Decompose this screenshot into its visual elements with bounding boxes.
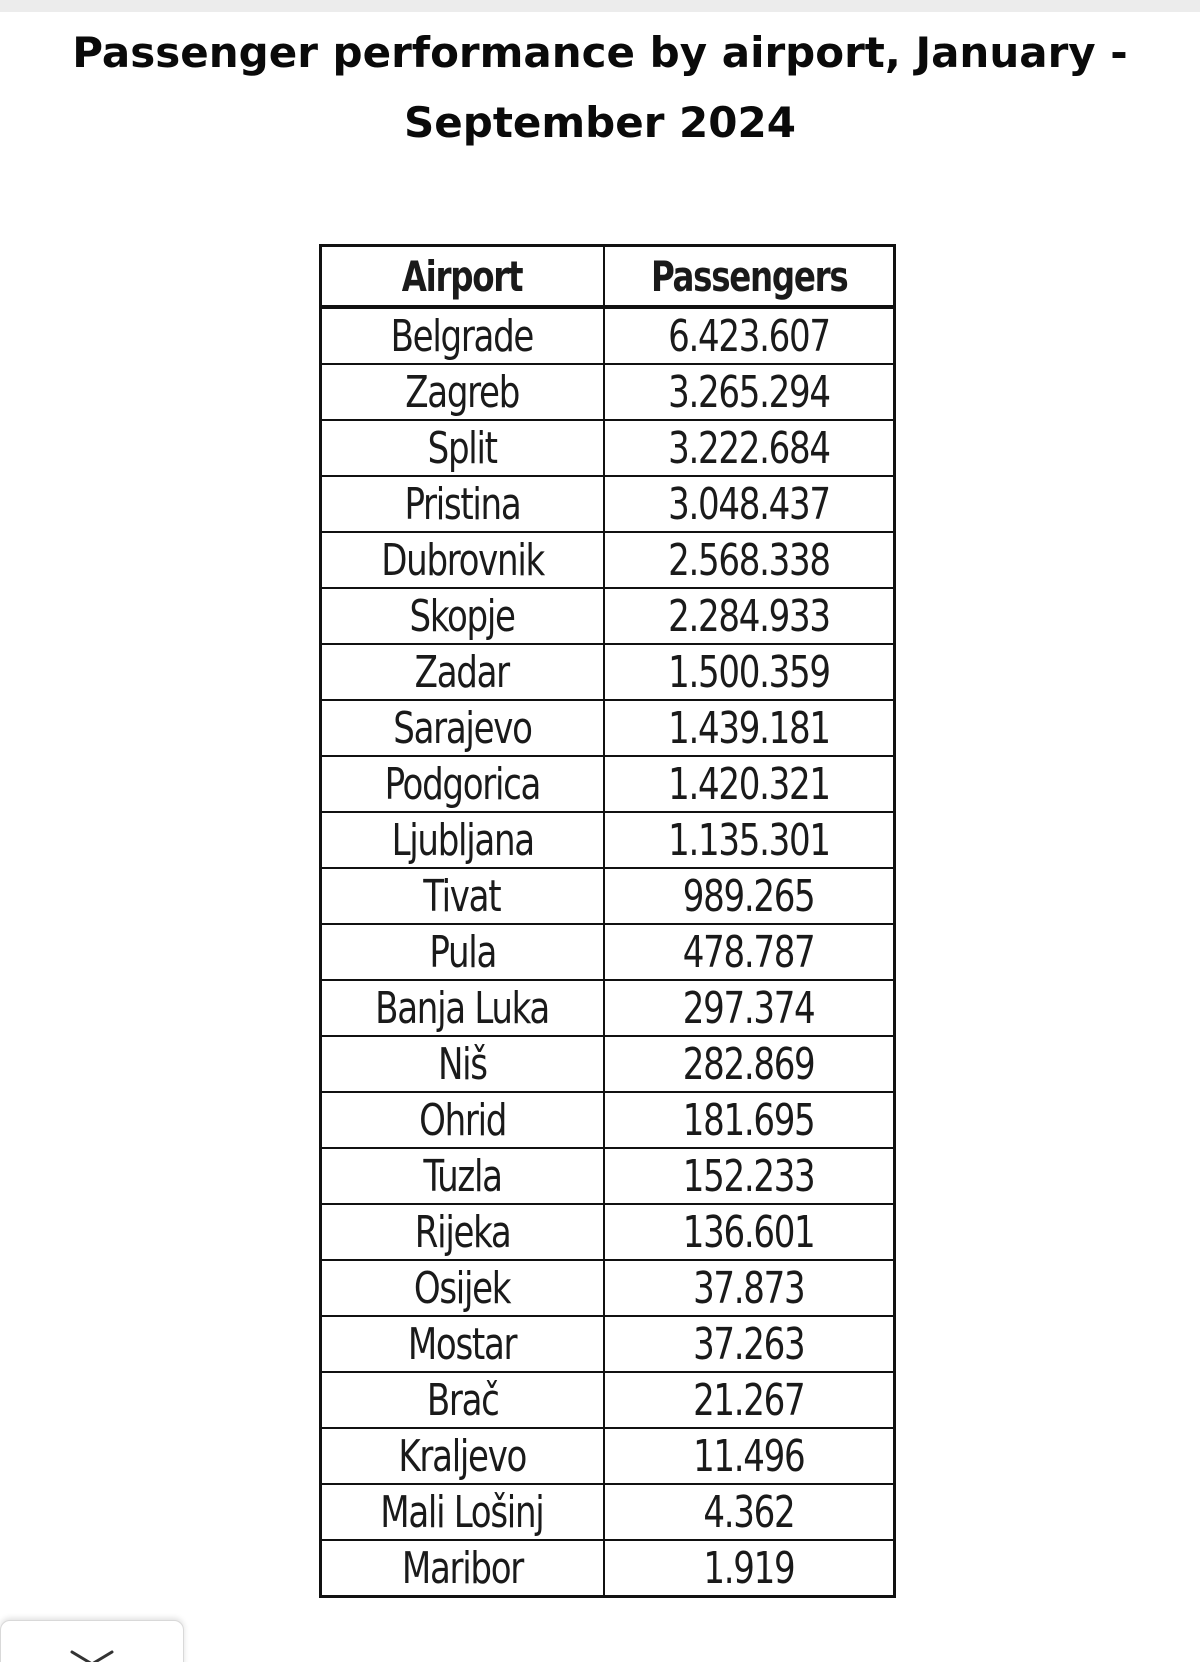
airport-name: Osijek	[414, 1262, 511, 1314]
airport-name: Ljubljana	[391, 814, 534, 866]
table-row	[321, 1372, 895, 1428]
passengers-cell	[604, 812, 895, 868]
airport-cell	[321, 812, 604, 868]
airport-name: Rijeka	[414, 1206, 511, 1258]
passengers-cell	[604, 700, 895, 756]
passengers-cell	[604, 644, 895, 700]
airport-name: Skopje	[409, 590, 515, 642]
airport-cell	[321, 644, 604, 700]
column-header-passengers	[604, 246, 895, 308]
airport-cell	[321, 1092, 604, 1148]
airport-name: Brač	[426, 1374, 499, 1426]
airport-cell	[321, 1148, 604, 1204]
column-header-airport	[321, 246, 604, 308]
passengers-cell	[604, 1428, 895, 1484]
table-row	[321, 1148, 895, 1204]
passengers-cell	[604, 1260, 895, 1316]
passenger-count: 37.873	[693, 1262, 805, 1314]
passenger-count: 2.568.338	[667, 534, 830, 586]
table-row	[321, 924, 895, 980]
passenger-count: 6.423.607	[667, 310, 830, 362]
top-strip	[0, 0, 1200, 12]
table-row	[321, 980, 895, 1036]
passengers-cell	[604, 420, 895, 476]
table-row	[321, 1540, 895, 1597]
chevron-down-icon[interactable]	[70, 1650, 114, 1662]
passenger-count: 1.135.301	[667, 814, 830, 866]
passenger-count: 1.500.359	[667, 646, 830, 698]
passengers-cell	[604, 1148, 895, 1204]
table-header-row	[321, 246, 895, 308]
passenger-table	[319, 244, 896, 1598]
passenger-count: 21.267	[693, 1374, 805, 1426]
passenger-count: 297.374	[682, 982, 815, 1034]
airport-cell	[321, 588, 604, 644]
passengers-cell	[604, 476, 895, 532]
table-row	[321, 644, 895, 700]
passenger-count: 478.787	[682, 926, 815, 978]
airport-name: Zadar	[415, 646, 510, 698]
airport-cell	[321, 307, 604, 364]
airport-cell	[321, 1484, 604, 1540]
airport-cell	[321, 1428, 604, 1484]
airport-name: Podgorica	[384, 758, 540, 810]
airport-cell	[321, 1316, 604, 1372]
passenger-count: 989.265	[682, 870, 815, 922]
airport-cell	[321, 1260, 604, 1316]
passenger-count: 136.601	[682, 1206, 815, 1258]
table-row	[321, 700, 895, 756]
passengers-cell	[604, 588, 895, 644]
passengers-cell	[604, 1036, 895, 1092]
airport-cell	[321, 1540, 604, 1597]
airport-cell	[321, 1036, 604, 1092]
airport-name: Pula	[428, 926, 496, 978]
table-row	[321, 420, 895, 476]
passenger-count: 282.869	[682, 1038, 815, 1090]
passenger-count: 181.695	[682, 1094, 815, 1146]
passengers-cell	[604, 756, 895, 812]
airport-cell	[321, 868, 604, 924]
passenger-count: 4.362	[703, 1486, 795, 1538]
airport-name: Tivat	[423, 870, 501, 922]
page-title: Passenger performance by airport, January - September 2024	[72, 28, 1128, 147]
airport-cell	[321, 1372, 604, 1428]
passengers-cell	[604, 364, 895, 420]
airport-name: Mostar	[408, 1318, 517, 1370]
passenger-count: 1.919	[703, 1542, 795, 1594]
passenger-count: 37.263	[693, 1318, 805, 1370]
table-row	[321, 1036, 895, 1092]
airport-name: Banja Luka	[375, 982, 550, 1034]
table-row	[321, 476, 895, 532]
table-row	[321, 532, 895, 588]
passenger-count: 2.284.933	[667, 590, 830, 642]
passenger-count: 11.496	[693, 1430, 805, 1482]
passengers-cell	[604, 1540, 895, 1597]
table-row	[321, 756, 895, 812]
table-body	[321, 307, 895, 1597]
table-row	[321, 1316, 895, 1372]
table-row	[321, 1428, 895, 1484]
table-row	[321, 868, 895, 924]
airport-name: Mali Lošinj	[380, 1486, 544, 1538]
airport-cell	[321, 364, 604, 420]
airport-cell	[321, 924, 604, 980]
table-row	[321, 812, 895, 868]
airport-name: Zagreb	[405, 366, 520, 418]
airport-name: Belgrade	[391, 310, 534, 362]
airport-cell	[321, 980, 604, 1036]
passenger-count: 3.222.684	[667, 422, 830, 474]
airport-name: Ohrid	[418, 1094, 506, 1146]
table-row	[321, 1204, 895, 1260]
airport-name: Dubrovnik	[380, 534, 544, 586]
passenger-count: 1.420.321	[667, 758, 830, 810]
passengers-cell	[604, 1092, 895, 1148]
table-row	[321, 1092, 895, 1148]
table-row	[321, 1260, 895, 1316]
airport-cell	[321, 476, 604, 532]
airport-name: Kraljevo	[398, 1430, 527, 1482]
passenger-count: 152.233	[682, 1150, 815, 1202]
passengers-cell	[604, 868, 895, 924]
passenger-count: 1.439.181	[667, 702, 830, 754]
airport-cell	[321, 756, 604, 812]
table-row	[321, 1484, 895, 1540]
column-header-airport-label: Airport	[402, 251, 523, 301]
airport-name: Sarajevo	[393, 702, 532, 754]
airport-name: Tuzla	[423, 1150, 502, 1202]
passenger-table-container	[319, 244, 893, 1598]
airport-cell	[321, 532, 604, 588]
column-header-passengers-label: Passengers	[650, 251, 847, 301]
passengers-cell	[604, 307, 895, 364]
passengers-cell	[604, 1316, 895, 1372]
passenger-count: 3.265.294	[667, 366, 830, 418]
airport-cell	[321, 420, 604, 476]
airport-name: Pristina	[404, 478, 521, 530]
passengers-cell	[604, 924, 895, 980]
table-row	[321, 307, 895, 364]
airport-name: Niš	[437, 1038, 487, 1090]
passengers-cell	[604, 1484, 895, 1540]
table-row	[321, 364, 895, 420]
passenger-count: 3.048.437	[667, 478, 830, 530]
airport-cell	[321, 1204, 604, 1260]
passengers-cell	[604, 980, 895, 1036]
airport-cell	[321, 700, 604, 756]
passengers-cell	[604, 1204, 895, 1260]
passengers-cell	[604, 1372, 895, 1428]
table-row	[321, 588, 895, 644]
airport-name: Split	[427, 422, 497, 474]
airport-name: Maribor	[401, 1542, 523, 1594]
passengers-cell	[604, 532, 895, 588]
